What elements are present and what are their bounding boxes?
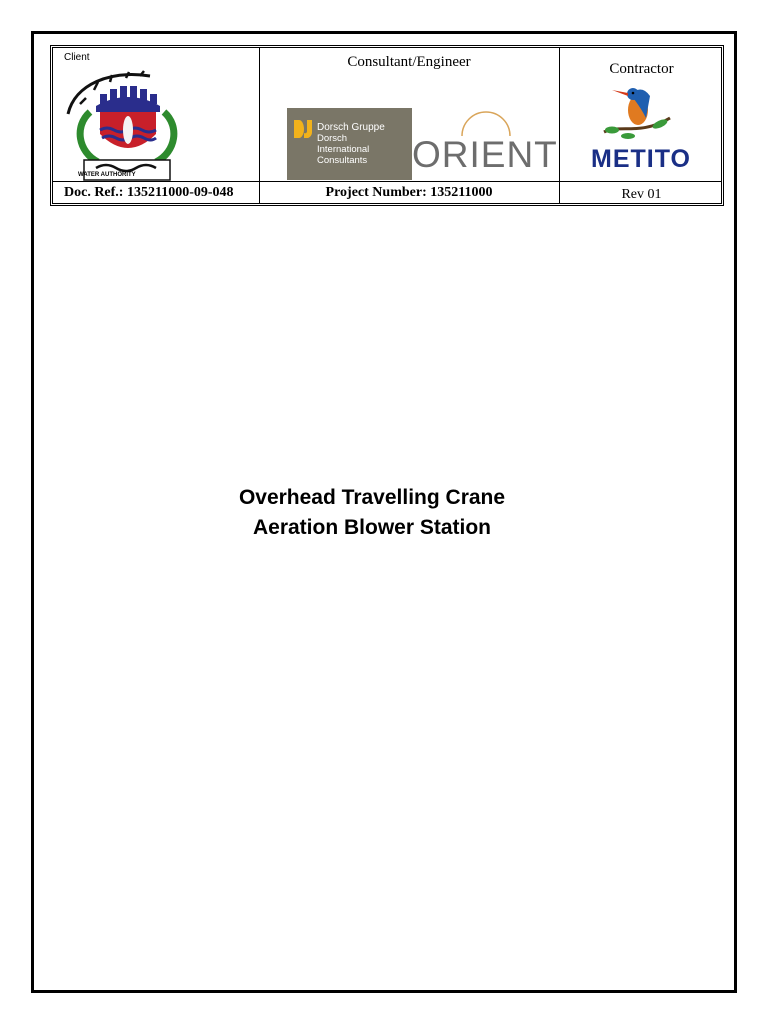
doc-ref: Doc. Ref.: 135211000-09-048 (64, 185, 234, 200)
dorsch-text: Dorsch Gruppe Dorsch International Consultants (317, 122, 385, 166)
orient-logo: ORIENT (412, 134, 558, 175)
dorsch-dj-icon (294, 120, 314, 138)
consultant-label: Consultant/Engineer (347, 54, 471, 70)
project-number: Project Number: 135211000 (325, 185, 493, 200)
title-line-1: Overhead Travelling Crane (238, 486, 506, 509)
title-line-2: Aeration Blower Station (252, 516, 492, 539)
column-divider (259, 48, 260, 203)
metito-logo: METITO (591, 145, 691, 173)
kingfisher-icon (600, 84, 676, 144)
contractor-label: Contractor (609, 61, 674, 77)
revision: Rev 01 (621, 187, 662, 202)
document-title (0, 483, 744, 543)
water-authority-text: WATER AUTHORITY (78, 172, 136, 178)
water-authority-logo (60, 64, 190, 182)
dorsch-logo (287, 108, 412, 180)
client-label: Client (64, 52, 90, 63)
